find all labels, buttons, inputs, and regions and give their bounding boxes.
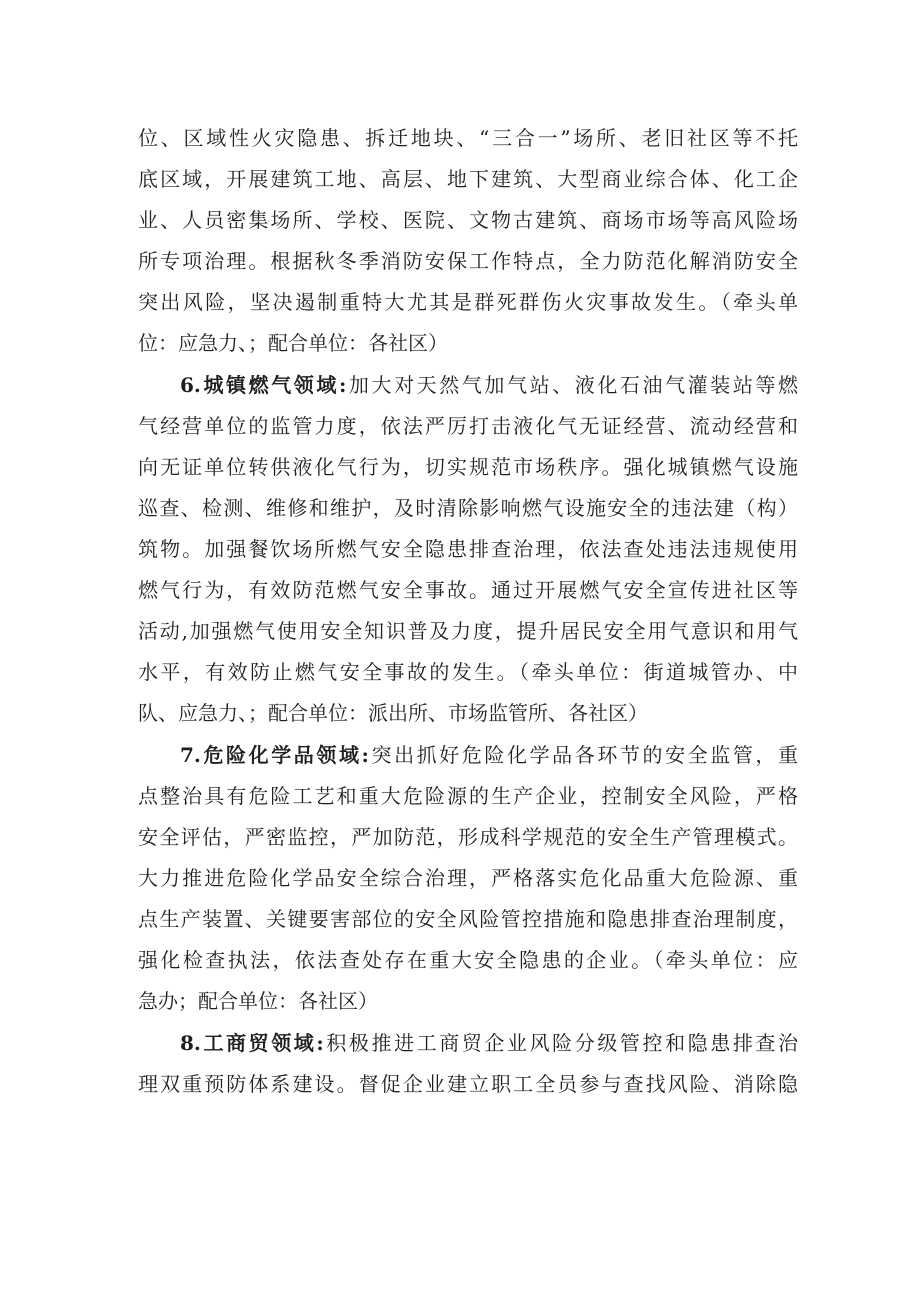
section-heading-8: 8.工商贸领域:	[180, 1031, 324, 1055]
paragraph-line: 筑物。加强餐饮场所燃气安全隐患排查治理，依法查处违法违规使用	[138, 537, 798, 561]
paragraph-line: 位、区域性火灾隐患、拆迁地块、“三合一”场所、老旧社区等不托	[138, 126, 798, 150]
paragraph-line: 位：应急力、；配合单位：各社区）	[138, 331, 448, 355]
paragraph-line: 突出风险，坚决遏制重特大尤其是群死群伤火灾事故发生。（牵头单	[138, 290, 798, 314]
section-heading-6: 6.城镇燃气领域:	[180, 373, 347, 397]
paragraph-line: 向无证单位转供液化气行为，切实规范市场秩序。强化城镇燃气设施	[138, 455, 798, 479]
section-6-first-line	[180, 368, 798, 402]
paragraph-line: 安全评估，严密监控，严加防范，形成科学规范的安全生产管理模式。	[138, 825, 798, 849]
paragraph-line: 活动,加强燃气使用安全知识普及力度，提升居民安全用气意识和用气	[138, 619, 798, 643]
paragraph-line: 队、应急力、；配合单位：派出所、市场监管所、各社区）	[138, 701, 648, 725]
paragraph-text: 突出抓好危险化学品各环节的安全监管，重	[368, 743, 798, 767]
paragraph-line: 强化检查执法，依法查处存在重大安全隐患的企业。（牵头单位：应	[138, 948, 798, 972]
paragraph-line: 理双重预防体系建设。督促企业建立职工全员参与查找风险、消除隐	[138, 1072, 798, 1096]
paragraph-line: 急办；配合单位：各社区）	[138, 989, 378, 1013]
paragraph-line: 气经营单位的监管力度，依法严厉打击液化气无证经营、流动经营和	[138, 414, 798, 438]
section-7-first-line	[180, 738, 798, 772]
paragraph-line: 点整治具有危险工艺和重大危险源的生产企业，控制安全风险，严格	[138, 784, 798, 808]
paragraph-line: 所专项治理。根据秋冬季消防安保工作特点，全力防范化解消防安全	[138, 249, 798, 273]
section-8-first-line	[180, 1026, 798, 1060]
paragraph-text: 加大对天然气加气站、液化石油气灌装站等燃	[346, 373, 798, 397]
paragraph-line: 水平，有效防止燃气安全事故的发生。（牵头单位：街道城管办、中	[138, 660, 798, 684]
paragraph-line: 底区域，开展建筑工地、高层、地下建筑、大型商业综合体、化工企	[138, 167, 798, 191]
paragraph-line: 点生产装置、关键要害部位的安全风险管控措施和隐患排查治理制度，	[138, 907, 798, 931]
paragraph-line: 巡查、检测、维修和维护，及时清除影响燃气设施安全的违法建（构）	[138, 496, 798, 520]
paragraph-line: 大力推进危险化学品安全综合治理，严格落实危化品重大危险源、重	[138, 866, 798, 890]
paragraph-line: 业、人员密集场所、学校、医院、文物古建筑、商场市场等高风险场	[138, 208, 798, 232]
section-heading-7: 7.危险化学品领域:	[180, 743, 369, 767]
paragraph-line: 燃气行为，有效防范燃气安全事故。通过开展燃气安全宣传进社区等	[138, 578, 798, 602]
paragraph-text: 积极推进工商贸企业风险分级管控和隐患排查治	[323, 1031, 798, 1055]
